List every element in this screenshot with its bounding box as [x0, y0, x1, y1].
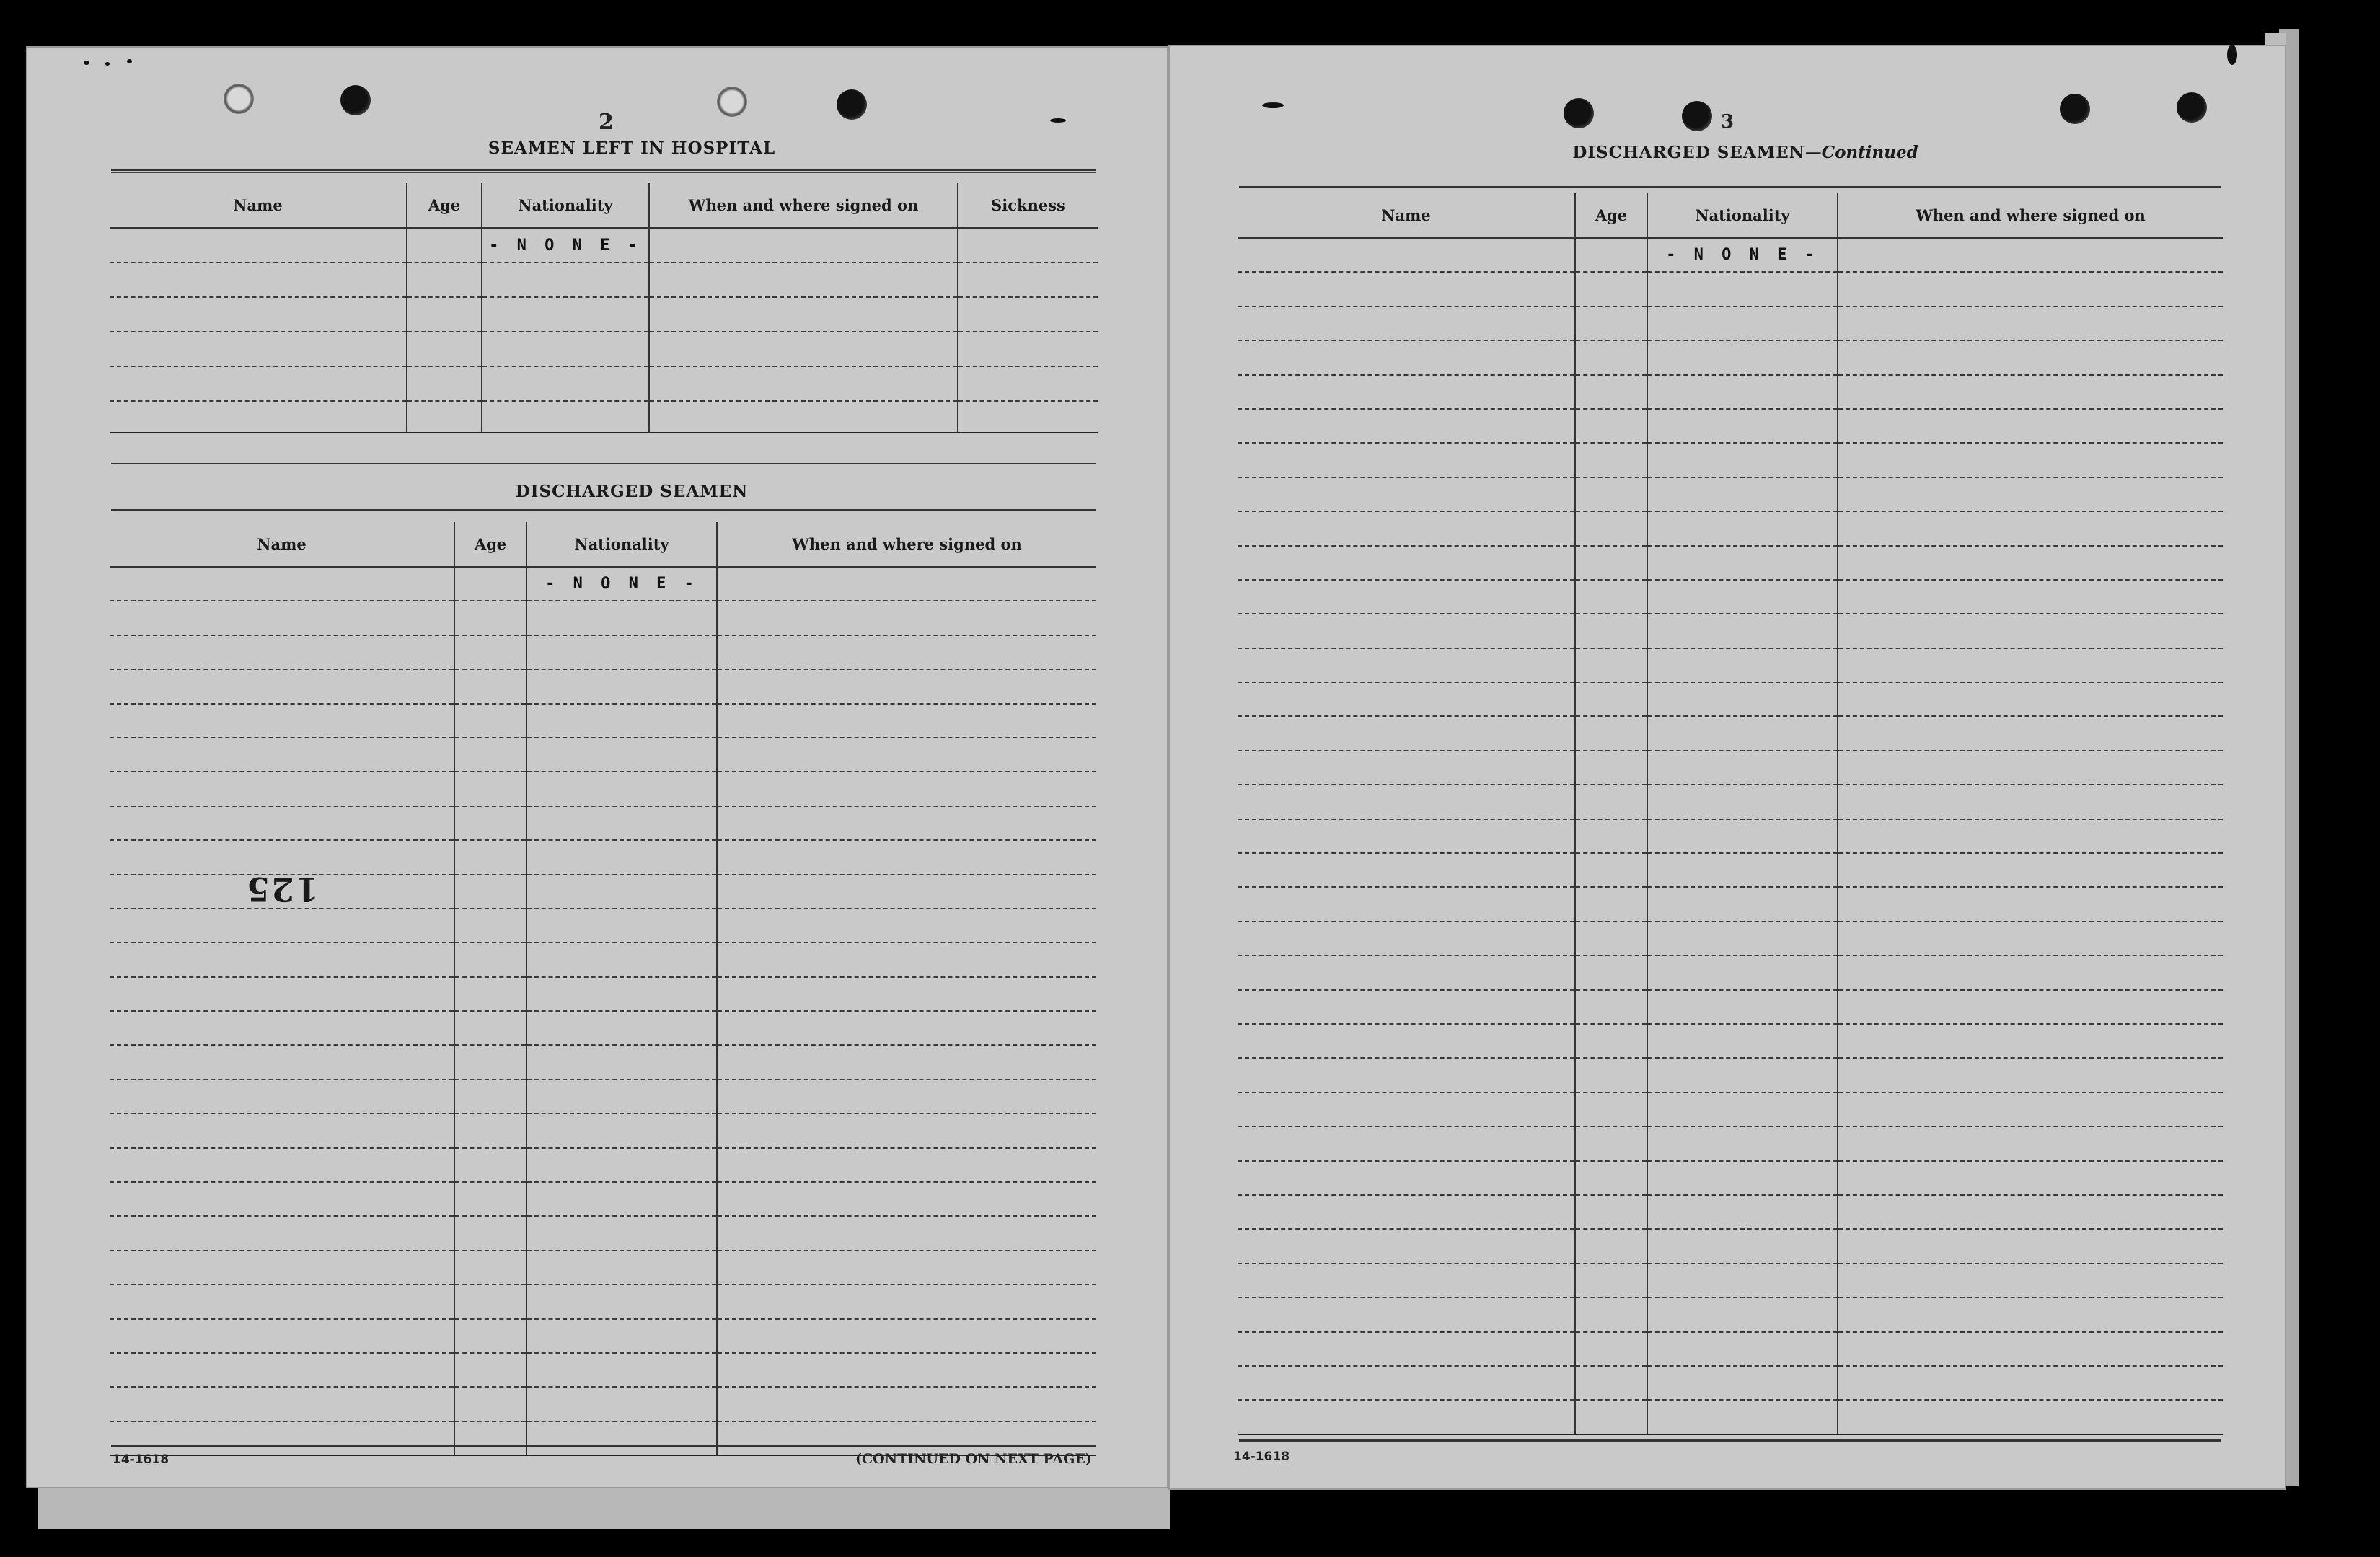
handwritten-number-stamp: 125 [245, 870, 319, 909]
column-header-sickness: Sickness [958, 183, 1098, 228]
table-row [1238, 751, 2223, 785]
punch-hole [340, 85, 371, 115]
table-row [110, 738, 1096, 772]
table-row [1238, 1161, 2223, 1195]
left-page [26, 46, 1168, 1488]
speck [1050, 118, 1066, 123]
table-row [110, 1011, 1096, 1045]
table-row [1238, 682, 2223, 716]
punch-hole [2060, 94, 2090, 124]
speck [105, 62, 110, 66]
table-row [1238, 990, 2223, 1024]
table-row [1238, 1195, 2223, 1229]
table-row [1238, 853, 2223, 887]
speck [84, 61, 89, 65]
speck [1262, 102, 1284, 108]
column-header-nationality: Nationality [482, 183, 649, 228]
column-header-signed-on: When and where signed on [1838, 193, 2223, 238]
column-header-name: Name [1238, 193, 1575, 238]
table-header-row [110, 522, 1096, 567]
table-row [1238, 922, 2223, 956]
bottom-rule [111, 1445, 1096, 1447]
hospital-section-title: SEAMEN LEFT IN HOSPITAL [488, 138, 776, 158]
punch-hole [1564, 98, 1594, 128]
table-row [110, 1387, 1096, 1421]
table-row [110, 1251, 1096, 1284]
table-row [1238, 819, 2223, 853]
table-row [1238, 716, 2223, 750]
punch-hole [717, 87, 747, 117]
table-row [1238, 477, 2223, 511]
page-number: 2 [599, 110, 614, 135]
under-sheet-edge [38, 1486, 1170, 1529]
table-row [110, 943, 1096, 976]
table-row [110, 401, 1098, 433]
table-header-row [1238, 193, 2223, 238]
table-row [110, 366, 1098, 401]
table-row [1238, 409, 2223, 443]
table-row [1238, 238, 2223, 272]
column-header-age: Age [454, 522, 526, 567]
table-row [1238, 340, 2223, 374]
table-row [110, 263, 1098, 297]
none-entry: - N O N E - [1647, 238, 1838, 272]
speck [127, 59, 132, 63]
right-page [1168, 45, 2286, 1490]
table-row [110, 669, 1096, 703]
table-row [110, 909, 1096, 943]
table-row [110, 1045, 1096, 1079]
table-row [1238, 1297, 2223, 1331]
table-row [1238, 443, 2223, 477]
table-row [1238, 546, 2223, 580]
table-row [110, 228, 1098, 263]
punch-hole [837, 89, 867, 120]
table-row [1238, 1229, 2223, 1263]
table-row [110, 567, 1096, 601]
discharged-section-title: DISCHARGED SEAMEN [515, 482, 749, 501]
table-row [110, 332, 1098, 366]
form-code: 14-1618 [113, 1452, 169, 1467]
column-header-name: Name [110, 522, 454, 567]
table-row [110, 1216, 1096, 1250]
hospital-table [110, 183, 1098, 433]
table-row [1238, 887, 2223, 921]
table-row [1238, 614, 2223, 648]
table-row [1238, 306, 2223, 340]
table-row [1238, 785, 2223, 819]
continued-note: (CONTINUED ON NEXT PAGE) [855, 1451, 1092, 1467]
table-row [1238, 1332, 2223, 1366]
table-row [110, 1080, 1096, 1113]
column-header-name: Name [110, 183, 407, 228]
title-continued: —Continued [1804, 143, 1918, 162]
title-main: DISCHARGED SEAMEN [1572, 143, 1805, 162]
table-row [110, 1319, 1096, 1353]
table-header-row [110, 183, 1098, 228]
table-row [1238, 648, 2223, 682]
punch-hole [1682, 101, 1712, 131]
speck [2227, 45, 2237, 65]
table-row [110, 635, 1096, 669]
table-row [1238, 1400, 2223, 1434]
section-rule [111, 509, 1096, 513]
table-row [1238, 1366, 2223, 1400]
table-row [110, 1182, 1096, 1216]
table-row [1238, 272, 2223, 306]
discharged-table [110, 522, 1096, 1456]
table-row [110, 1148, 1096, 1182]
section-rule [1239, 186, 2221, 190]
column-header-nationality: Nationality [1647, 193, 1838, 238]
punch-hole [224, 84, 254, 114]
table-row [110, 806, 1096, 840]
form-code: 14-1618 [1233, 1450, 1290, 1464]
table-row [1238, 1263, 2223, 1297]
column-header-age: Age [407, 183, 482, 228]
column-header-age: Age [1575, 193, 1647, 238]
table-row [110, 1284, 1096, 1318]
discharged-continued-table [1238, 193, 2223, 1435]
table-row [110, 772, 1096, 806]
none-entry: - N O N E - [482, 228, 649, 263]
table-row [1238, 580, 2223, 614]
table-row [110, 704, 1096, 738]
punch-hole [2177, 92, 2207, 123]
table-row [1238, 511, 2223, 545]
table-row [1238, 1093, 2223, 1126]
table-row [110, 1113, 1096, 1147]
section-rule [111, 169, 1096, 173]
page-number: 3 [1721, 111, 1735, 133]
bottom-rule [1239, 1439, 2221, 1442]
table-row [1238, 1126, 2223, 1160]
column-header-nationality: Nationality [526, 522, 717, 567]
discharged-continued-title [1543, 143, 1947, 162]
table-row [110, 977, 1096, 1011]
table-row [1238, 375, 2223, 409]
table-row [1238, 1024, 2223, 1058]
none-entry: - N O N E - [526, 567, 717, 601]
column-header-signed-on: When and where signed on [649, 183, 958, 228]
table-row [110, 1353, 1096, 1387]
table-row [1238, 1058, 2223, 1092]
table-row [1238, 956, 2223, 989]
table-row [110, 601, 1096, 635]
column-header-signed-on: When and where signed on [717, 522, 1096, 567]
table-row [110, 297, 1098, 332]
section-rule [111, 463, 1096, 464]
